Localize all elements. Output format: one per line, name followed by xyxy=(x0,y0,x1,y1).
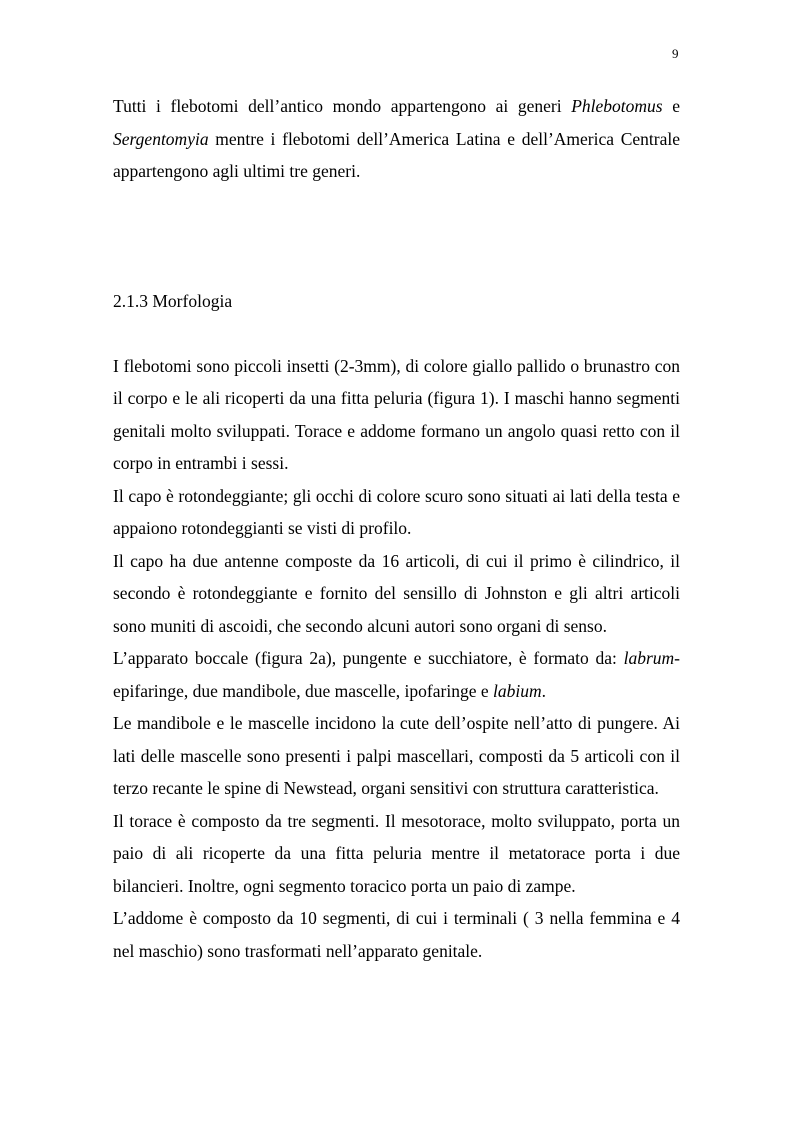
term-labrum: labrum xyxy=(623,648,675,668)
paragraph-mandibles: Le mandibole e le mascelle incidono la cute dell’ospite nell’atto di pungere. Ai lati delle mascelle sono presenti i palpi mascellari, composti da 5 articoli con il terzo recante le spine di Newstead, organi sensitivi con struttura caratteristica. xyxy=(113,713,680,798)
paragraph-head: Il capo è rotondeggiante; gli occhi di colore scuro sono situati ai lati della testa e appaiono rotondeggianti se visti di profilo. xyxy=(113,485,680,538)
paragraph-body-overview: I flebotomi sono piccoli insetti (2-3mm), di colore giallo pallido o brunastro con il corpo e le ali ricoperti da una fitta peluria (figura 1). I maschi hanno segmenti genitali molto sviluppati. Torace e addome formano un angolo quasi retto con il corpo in entrambi i sessi. xyxy=(113,355,680,473)
paragraph-thorax: Il torace è composto da tre segmenti. Il mesotorace, molto sviluppato, porta un paio di ali ricoperte da una fitta peluria mentre il metatorace porta i due bilancieri. Inoltre, ogni segmento toracico porta un paio di zampe. xyxy=(113,810,680,896)
genus-sergentomyia: Sergentomyia xyxy=(113,128,209,149)
paragraph-antennae: Il capo ha due antenne composte da 16 articoli, di cui il primo è cilindrico, il secondo è rotondeggiante e fornito del sensillo di Johnston e gli altri articoli sono muniti di ascoidi, che secondo alcuni autori sono organi di senso. xyxy=(113,550,680,636)
intro-paragraph xyxy=(113,90,680,188)
spacer xyxy=(113,188,680,285)
genus-phlebotomus: Phlebotomus xyxy=(571,96,663,116)
spacer xyxy=(113,317,680,350)
mouthparts-text-2: -epifaringe, due mandibole, due mascelle, ipofaringe e xyxy=(113,648,680,701)
mouthparts-text-1: L’apparato boccale (figura 2a), pungente e succhiatore, è formato da: xyxy=(113,648,624,668)
intro-text-3: mentre i flebotomi dell’America Latina e dell’America Centrale appartengono agli ultimi tre generi. xyxy=(113,128,680,181)
page-number: 9 xyxy=(672,46,679,61)
mouthparts-text-3: . xyxy=(541,680,546,701)
intro-text-1: Tutti i flebotomi dell’antico mondo appartengono ai generi xyxy=(113,96,572,116)
paragraph-mouthparts xyxy=(113,642,680,707)
paragraph-abdomen: L’addome è composto da 10 segmenti, di cui i terminali ( 3 nella femmina e 4 nel maschio) sono trasformati nell’apparato genitale. xyxy=(113,908,680,961)
page-body xyxy=(113,90,680,967)
term-labium: labium xyxy=(492,680,542,701)
section-heading: 2.1.3 Morfologia xyxy=(113,290,233,311)
intro-text-2: e xyxy=(662,96,680,116)
